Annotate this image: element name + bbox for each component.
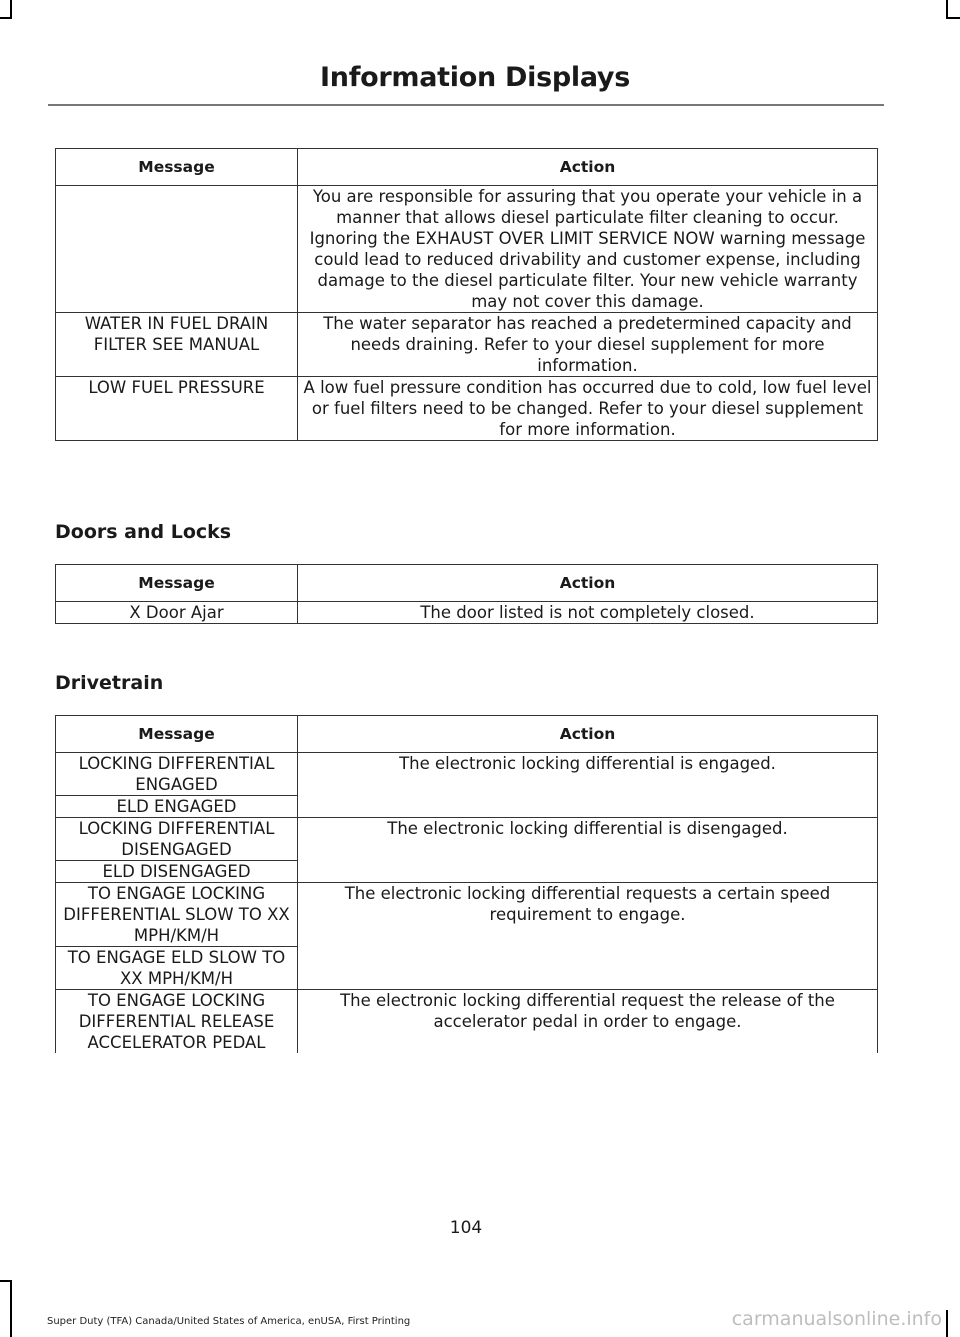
message-cell: LOCKING DIFFERENTIAL ENGAGED (56, 753, 298, 796)
action-cell: The electronic locking differential is engaged. (298, 753, 878, 818)
message-cell: ELD ENGAGED (56, 796, 298, 818)
table-header-row (56, 716, 878, 753)
footer-text: Super Duty (TFA) Canada/United States of America, enUSA, First Printing (47, 1316, 411, 1327)
table-row (56, 753, 878, 796)
table-header-row (56, 149, 878, 186)
message-cell (56, 186, 298, 313)
message-cell: TO ENGAGE LOCKING DIFFERENTIAL RELEASE ACCELERATOR PEDAL (56, 990, 298, 1054)
action-cell: You are responsible for assuring that you operate your vehicle in a manner that allows diesel particulate filter cleaning to occur. Ignoring the EXHAUST OVER LIMIT SERVICE NOW warning message could lead to reduced drivability and customer expense, including damage to the diesel particulate filter. Your new vehicle warranty may not cover this damage. (298, 186, 878, 313)
message-cell: TO ENGAGE ELD SLOW TO XX MPH/KM/H (56, 947, 298, 990)
crop-mark (0, 17, 12, 19)
column-header-action: Action (298, 149, 878, 186)
table-row (56, 186, 878, 313)
column-header-message: Message (56, 149, 298, 186)
action-cell: The electronic locking differential request the release of the accelerator pedal in order to engage. (298, 990, 878, 1054)
message-table-fuel (55, 148, 878, 441)
action-cell: A low fuel pressure condition has occurred due to cold, low fuel level or fuel filters need to be changed. Refer to your diesel supplement for more information. (298, 377, 878, 441)
action-cell: The electronic locking differential requests a certain speed requirement to engage. (298, 883, 878, 990)
table-row (56, 602, 878, 624)
page-number: 104 (449, 1218, 483, 1238)
watermark: carmanualsonline.info (731, 1308, 942, 1330)
crop-mark (10, 1280, 12, 1337)
table-row (56, 883, 878, 947)
crop-mark (946, 1310, 948, 1337)
page-title: Information Displays (320, 62, 630, 93)
crop-mark (946, 0, 948, 18)
header-divider (48, 104, 884, 106)
column-header-action: Action (298, 716, 878, 753)
table-row (56, 313, 878, 377)
action-cell: The water separator has reached a predetermined capacity and needs draining. Refer to your diesel supplement for more information. (298, 313, 878, 377)
crop-mark (0, 1280, 12, 1282)
table-row (56, 377, 878, 441)
message-cell: TO ENGAGE LOCKING DIFFERENTIAL SLOW TO XX MPH/KM/H (56, 883, 298, 947)
column-header-message: Message (56, 565, 298, 602)
message-cell: ELD DISENGAGED (56, 861, 298, 883)
message-table-doors (55, 564, 878, 624)
action-cell: The door listed is not completely closed. (298, 602, 878, 624)
table-header-row (56, 565, 878, 602)
message-table-drivetrain (55, 715, 878, 1053)
crop-mark (946, 17, 960, 19)
table-row (56, 990, 878, 1054)
table-row (56, 818, 878, 861)
column-header-message: Message (56, 716, 298, 753)
section-heading-doors-and-locks: Doors and Locks (55, 521, 232, 543)
message-cell: X Door Ajar (56, 602, 298, 624)
column-header-action: Action (298, 565, 878, 602)
action-cell: The electronic locking differential is disengaged. (298, 818, 878, 883)
crop-mark (10, 0, 12, 18)
message-cell: LOW FUEL PRESSURE (56, 377, 298, 441)
message-cell: LOCKING DIFFERENTIAL DISENGAGED (56, 818, 298, 861)
message-cell: WATER IN FUEL DRAIN FILTER SEE MANUAL (56, 313, 298, 377)
section-heading-drivetrain: Drivetrain (55, 672, 164, 694)
